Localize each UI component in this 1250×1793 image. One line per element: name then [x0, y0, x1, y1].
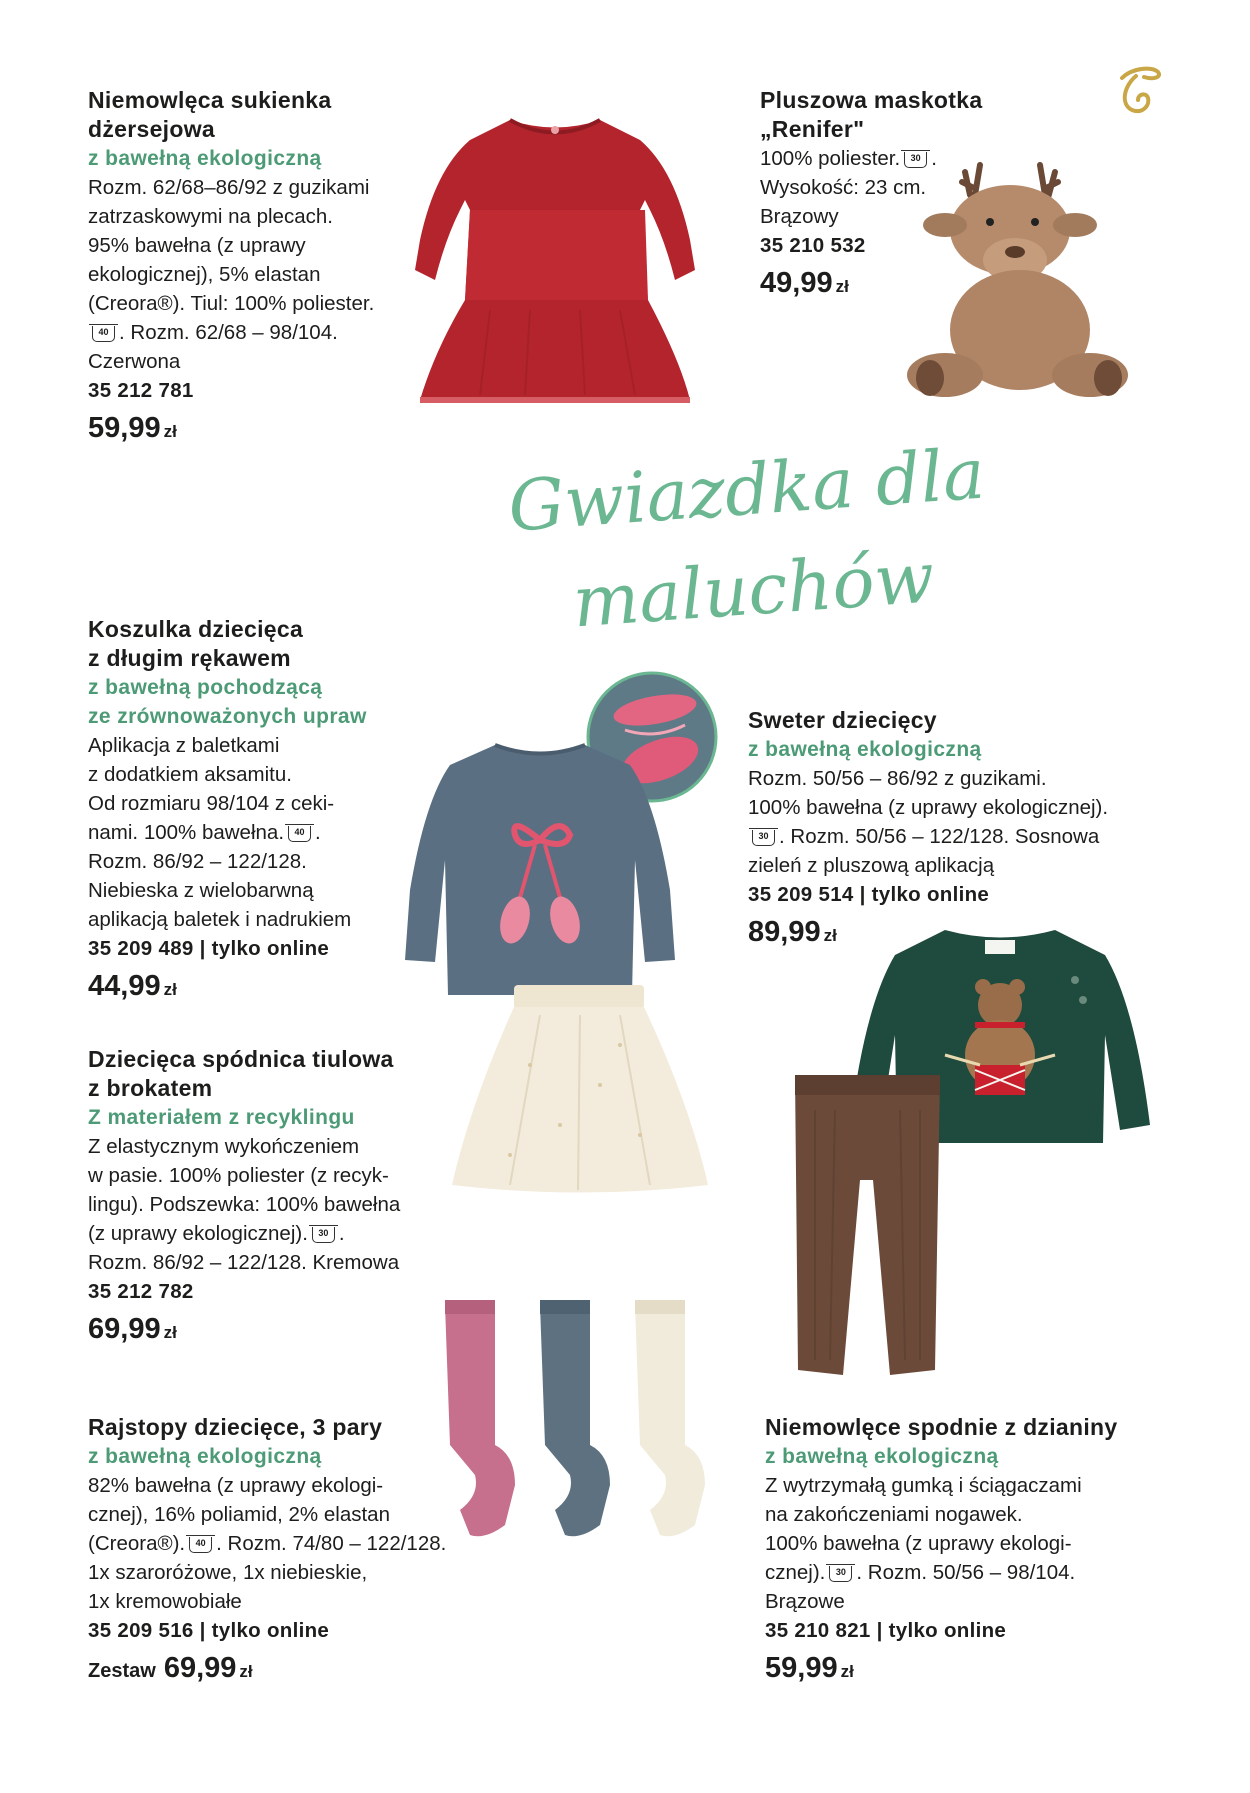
product-description: Z wytrzymałą gumką i ściągaczami na zakończeniami nogawek. 100% bawełna (z uprawy ekologi- cznej). 30 . Rozm. 50/56 – 98/104. Brązowe	[765, 1474, 1082, 1613]
product-description: 100% poliester. 30 . Wysokość: 23 cm. Brązowy	[760, 147, 937, 228]
product-number: 35 212 782	[88, 1280, 194, 1303]
product-number: 35 210 821 | tylko online	[765, 1619, 1007, 1642]
product-number: 35 209 489 | tylko online	[88, 937, 330, 960]
product-shirt	[88, 615, 418, 1003]
product-title: Koszulka dziecięca z długim rękawem	[88, 616, 304, 671]
product-title: Niemowlęce spodnie z dzianiny	[765, 1414, 1118, 1440]
product-number: 35 212 781	[88, 379, 194, 402]
wash-symbol-icon: 40	[92, 326, 115, 342]
product-description: Rozm. 62/68–86/92 z guzikami zatrzaskowymi na plecach. 95% bawełna (z uprawy ekologicznej), 5% elastan (Creora®). Tiul: 100% poliester. 40 . Rozm. 62/68 – 98/104. Czerwona	[88, 176, 375, 373]
wash-symbol-icon: 40	[189, 1537, 212, 1553]
product-title: Rajstopy dziecięce, 3 pary	[88, 1414, 383, 1440]
product-title: Pluszowa maskotka „Renifer"	[760, 87, 983, 142]
wash-symbol-icon: 30	[312, 1227, 335, 1243]
eco-label: z bawełną pochodzącą ze zrównoważonych upraw	[88, 676, 367, 728]
product-description: Z elastycznym wykończeniem w pasie. 100% poliester (z recyk- lingu). Podszewka: 100% bawełna (z uprawy ekologicznej). 30 . Rozm. 86/92 – 122/128. Kremowa	[88, 1135, 401, 1274]
product-title: Sweter dziecięcy	[748, 707, 937, 733]
product-price: 49,99 zł	[760, 267, 849, 299]
product-sweater	[748, 706, 1148, 949]
eco-label: z bawełną ekologiczną	[88, 147, 322, 170]
tulle-skirt-image	[450, 985, 710, 1195]
tights-pink	[445, 1300, 515, 1536]
product-description: Rozm. 50/56 – 86/92 z guzikami. 100% bawełna (z uprawy ekologicznej). 30 . Rozm. 50/56 – 122/128. Sosnowa zieleń z pluszową aplikacją	[748, 767, 1109, 877]
product-tights	[88, 1413, 488, 1685]
wash-symbol-icon: 30	[829, 1566, 852, 1582]
blue-shirt-image	[400, 740, 680, 1000]
product-number: 35 210 532	[760, 234, 866, 257]
product-price: 89,99 zł	[748, 916, 837, 948]
wash-symbol-icon: 30	[904, 152, 927, 168]
tights-blue	[540, 1300, 610, 1536]
reindeer-plush-image	[890, 160, 1150, 410]
product-title: Dziecięca spódnica tiulowa z brokatem	[88, 1046, 394, 1101]
eco-label: z bawełną ekologiczną	[765, 1445, 999, 1468]
product-pants	[765, 1413, 1165, 1685]
tights-cream	[635, 1300, 705, 1536]
wash-symbol-icon: 40	[288, 826, 311, 842]
product-price: 59,99 zł	[765, 1652, 854, 1684]
product-dress	[88, 86, 428, 445]
eco-label: z bawełną ekologiczną	[88, 1445, 322, 1468]
product-price: Zestaw 69,99 zł	[88, 1652, 253, 1684]
brown-pants-image	[785, 1070, 950, 1385]
product-price: 44,99 zł	[88, 970, 177, 1002]
eco-label: z bawełną ekologiczną	[748, 738, 982, 761]
product-price: 69,99 zł	[88, 1313, 177, 1345]
tchibo-logo-icon	[1114, 64, 1164, 116]
eco-label: Z materiałem z recyklingu	[88, 1106, 355, 1129]
product-description: 82% bawełna (z uprawy ekologi- cznej), 16% poliamid, 2% elastan (Creora®). 40 . Rozm. 74/80 – 122/128. 1x szaroróżowe, 1x niebieskie, 1x kremowobiałe	[88, 1474, 447, 1613]
product-price: 59,99 zł	[88, 412, 177, 444]
wash-symbol-icon: 30	[752, 830, 775, 846]
product-skirt	[88, 1045, 428, 1346]
red-dress-image	[390, 100, 720, 410]
product-description: Aplikacja z baletkami z dodatkiem aksamitu. Od rozmiaru 98/104 z ceki- nami. 100% bawełna. 40 . Rozm. 86/92 – 122/128. Niebieska z wielobarwną aplikacją baletek i nadrukiem	[88, 734, 352, 931]
product-number: 35 209 514 | tylko online	[748, 883, 990, 906]
product-title: Niemowlęca sukienka dżersejowa	[88, 87, 332, 142]
tights-image	[440, 1295, 730, 1555]
section-headline: Gwiazdka dla maluchów	[505, 432, 988, 644]
product-number: 35 209 516 | tylko online	[88, 1619, 330, 1642]
